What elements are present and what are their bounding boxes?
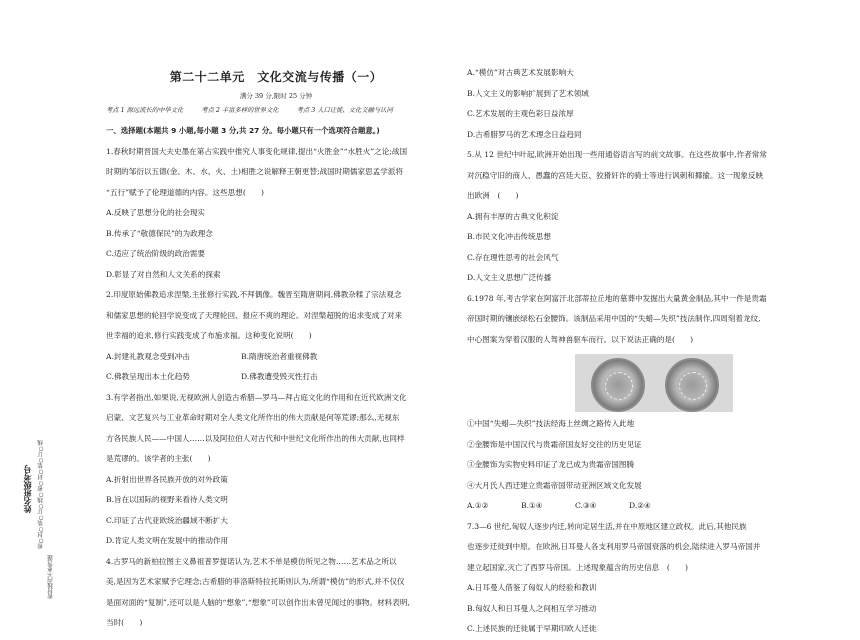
text-line: D.古希腊罗马的艺术理念日益趋同 xyxy=(467,129,582,139)
topic-3: 考点 3 人口迁徙、文化交融与认同 xyxy=(296,107,393,114)
text-line: 2.印度原始佛教追求涅槃,主张修行实践,不拜偶像。魏晋至隋唐期间,佛教杂糅了宗法观念 xyxy=(106,290,402,299)
text-line: 是面对面的“复制”,还可以是人脑的“想象”,“想象”可以创作出未曾见闻过的事物。材料表明, xyxy=(106,597,410,607)
answer-option: B.①④ xyxy=(521,501,543,510)
section-heading: 一、选择题(本题共 9 小题,每小题 3 分,共 27 分。每小题只有一个选项符合题意。) xyxy=(106,126,380,135)
option-row xyxy=(106,367,446,388)
text-line: B.人文主义的影响扩展到了艺术领域 xyxy=(467,88,589,98)
text-line: ③金腰饰为实物史料印证了龙已成为贵霜帝国图腾 xyxy=(467,460,635,469)
student-info-label: 姓名班级考号 xyxy=(23,465,32,513)
topic-list xyxy=(106,105,456,114)
text-line: 帝国时期的镶嵌绿松石金腰饰。该制品采用中国的“失蜡—失织”技法制作,四周刻着龙纹, xyxy=(467,314,761,323)
binding-margin xyxy=(0,0,60,608)
text-line: ④大月氏人西迁建立贵霜帝国带动亚洲区域文化发展 xyxy=(467,480,642,490)
score-time-info: 满分 39 分,限时 25 分钟 xyxy=(239,92,313,100)
answer-option: B.隋唐统治者重视佛教 xyxy=(241,351,318,361)
answer-option: C.佛教呈现出本土化趋势 xyxy=(106,372,190,381)
text-line: B.匈奴人和日耳曼人之间相互学习推动 xyxy=(467,603,597,613)
text-line: 出欧洲 ( ) xyxy=(467,191,519,200)
text-line: D.人文主义思想广泛传播 xyxy=(467,273,552,282)
text-line: A.反映了思想分化的社会现实 xyxy=(106,208,206,217)
left-column xyxy=(106,121,446,634)
topic-2: 考点 2 丰富多样的世界文化 xyxy=(201,107,279,114)
text-line: C.艺术发展的主观色彩日益浓厚 xyxy=(467,109,574,118)
text-line: A.拥有丰厚的古典文化积淀 xyxy=(467,211,559,221)
text-line: ②金腰饰是中国汉代与贵霜帝国友好交往的历史见证 xyxy=(467,439,642,449)
text-line: ①中国“失蜡—失织”技法经海上丝绸之路传入此地 xyxy=(467,419,635,428)
text-line: 建立起国家,灭亡了西罗马帝国。上述现象蕴含的历史信息 ( ) xyxy=(467,562,688,572)
answer-option: D.②④ xyxy=(629,501,651,510)
text-line: C.适应了统治阶级的政治需要 xyxy=(106,249,206,258)
topic-1: 考点 1 源远流长的中华文化 xyxy=(106,107,184,114)
text-line: A.日耳曼人借鉴了匈奴人的经验和教训 xyxy=(467,583,597,592)
text-line: 是荒谬的。该学者的主张( ) xyxy=(106,454,211,463)
answer-option: A.封建礼教观念受到冲击 xyxy=(106,351,190,361)
text-line: B.传承了“敬德保民”的为政理念 xyxy=(106,228,213,238)
photo-frame xyxy=(575,354,733,412)
answer-option: C.③④ xyxy=(575,501,597,510)
gold-belt-figure xyxy=(467,353,832,413)
answer-option: A.①② xyxy=(467,501,489,510)
seal-line-notice: 密封线内不要答题 xyxy=(48,555,54,599)
gold-ornament-image xyxy=(591,358,645,412)
text-line: 世幸福的追求,修行实践变成了布施求福。这种变化说明( ) xyxy=(106,331,312,340)
text-line: A.折射出世界各民族开放的对外政策 xyxy=(106,474,228,484)
text-line: 当时( ) xyxy=(106,618,143,627)
text-line: D.彰显了对自然和人文关系的探索 xyxy=(106,269,221,279)
text-line: 美,是因为艺术家赋予它理念;古希腊的菲洛斯特拉托斯则认为,所谓“模仿”的形式,并不仅仅 xyxy=(106,577,405,586)
text-line: 6.1978 年,考古学家在阿富汗北部蒂拉丘地的墓葬中发掘出大量黄金制品,其中一件是贵霜 xyxy=(467,293,767,303)
unit-title: 第二十二单元 文化交流与传播（一） xyxy=(169,70,383,84)
text-line: 也逐步迁徙到中原。在欧洲,日耳曼人各支利用罗马帝国衰落的机会,陆续进入罗马帝国并 xyxy=(467,542,761,551)
text-line: “五行”赋予了伦理道德的内容。这些思想( ) xyxy=(106,187,264,197)
text-line: 4.古罗马的新柏拉图主义鼻祖普罗提诺认为,艺术不单是模仿所见之物……艺术品之所以 xyxy=(106,556,397,566)
text-line: B.市民文化冲击传统思想 xyxy=(467,232,551,241)
text-line: 中心图案为穿着汉服的人驾神兽驱车而行。以下说法正确的是( ) xyxy=(467,334,694,344)
option-row xyxy=(106,347,446,368)
text-line: C.存在理性思考的社会风气 xyxy=(467,252,559,262)
answer-option: D.佛教遭受毁灭性打击 xyxy=(241,372,318,381)
text-line: 5.从 12 世纪中叶起,欧洲开始出现一些用通俗语言写的前文故事。在这些故事中,作者常常 xyxy=(467,150,767,159)
text-line: 启蒙、文艺复兴与工业革命时期对全人类文化所作出的伟大贡献是何等荒谬;那么,无视东 xyxy=(106,413,400,422)
text-line: 7.3—6 世纪,匈奴人逐步内迁,转向定居生活,并在中原地区建立政权。此后,其他民族 xyxy=(467,521,747,531)
text-line: B.旨在以国际的视野来看待人类文明 xyxy=(106,495,228,504)
text-line: 时期的邹衍以五德(金、木、水、火、土)相胜之说解释王朝更替;战国时期儒家思孟学派将 xyxy=(106,167,404,176)
text-line: C.印证了古代亚欧统治疆域不断扩大 xyxy=(106,515,228,525)
seal-line-marks: 密○封○装○订○线○密○封○装○订○线 xyxy=(38,440,44,549)
option-row xyxy=(467,496,832,517)
text-line: A.“模仿”对古典艺术发展影响大 xyxy=(467,68,574,77)
right-column xyxy=(467,63,832,640)
text-line: 3.有学者指出,如果说,无视欧洲人创造古希腊—罗马—拜占庭文化的作用和在近代欧洲文化 xyxy=(106,392,407,402)
text-line: 对沉稳守旧的商人、愚蠢的宫廷大臣、狡猾奸诈的骑士等进行讽刺和揶揄。这一现象反映 xyxy=(467,170,764,180)
text-line: 1.春秋时期晋国大夫史墨在第占实践中推究人事变化规律,提出“火胜金”“水胜火”之论;战国 xyxy=(106,146,408,156)
text-line: 方各民族人民——中国人……以及阿拉伯人对古代和中世纪文化所作出的伟大贡献,也同样 xyxy=(106,433,405,443)
text-line: D.肯定人类文明在发展中的推动作用 xyxy=(106,536,229,545)
text-line: 和儒家思想的轮回学说变成了天理轮回、报应不爽的理论。对涅槃超脱的追求变成了对来 xyxy=(106,310,403,320)
text-line: C.上述民族的迁徙属于早期印欧人迁徙 xyxy=(467,624,597,633)
gold-ornament-image xyxy=(665,358,719,412)
